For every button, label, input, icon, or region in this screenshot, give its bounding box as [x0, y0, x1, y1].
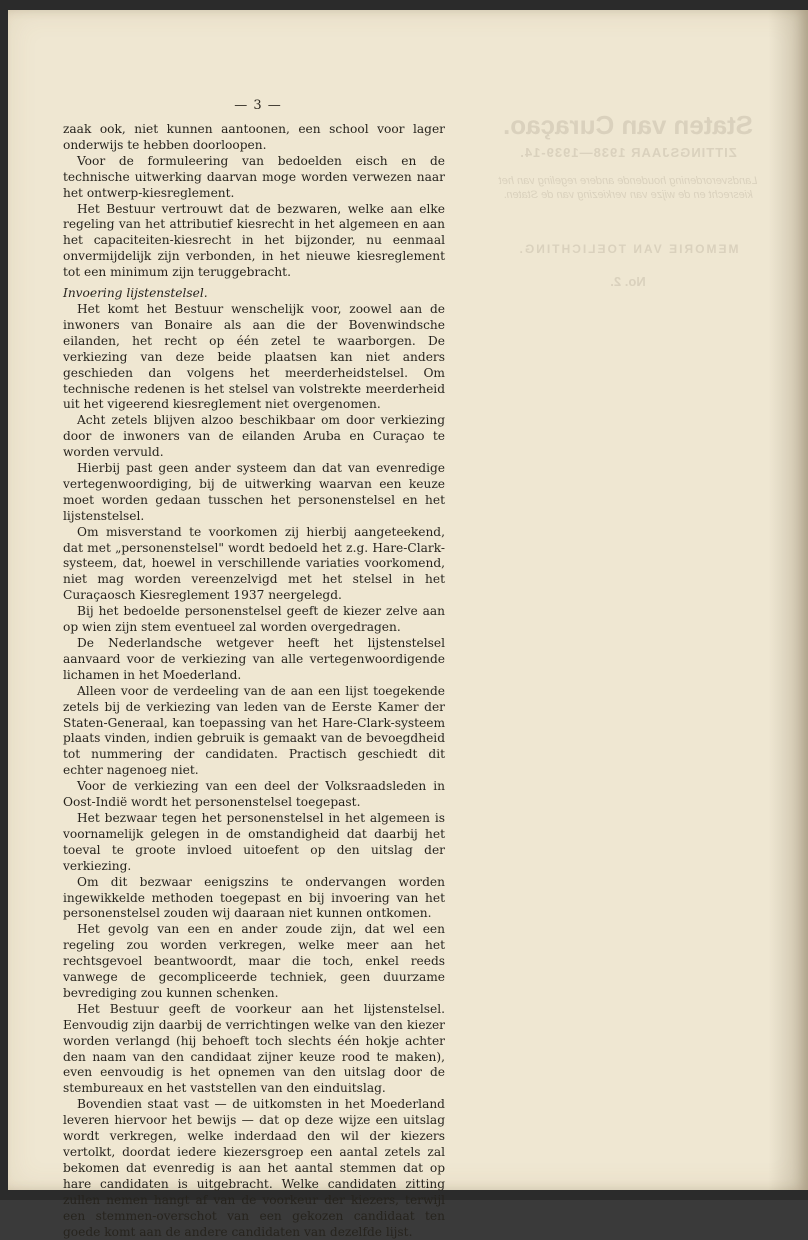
paragraph: Voor de formuleering van bedoelden eisch en de technische uitwerking daarvan moge worden verwezen naar het ontwerp-kiesreglement.: [63, 153, 445, 200]
paragraph: Bovendien staat vast — de uitkomsten in het Moederland leveren hiervoor het bewijs — dat op deze wijze een uitslag wordt verkregen, welke inderdaad den wil der kiezers vertolkt, doordat iedere kiezersgroep een aantal zetels zal bekomen dat evenredig is aan het aantal stemmen dat op hare candidaten is uitgebracht. Welke candidaten zitting zullen nemen hangt af van de voorkeur der kiezers, terwijl een stemmen-overschot van een gekozen candidaat ten goede komt aan de andere candidaten van dezelfde lijst.: [63, 1097, 445, 1239]
page-number: — 3 —: [234, 98, 282, 113]
paragraph: Om dit bezwaar eenigszins te ondervangen worden ingewikkelde methoden toegepast en bij invoering van het personenstelsel zouden wij daaraan niet kunnen ontkomen.: [63, 874, 445, 921]
paragraph: Acht zetels blijven alzoo beschikbaar om door verkiezing door de inwoners van de eilanden Aruba en Curaçao te worden vervuld.: [63, 413, 445, 460]
paragraph: Bij het bedoelde personenstelsel geeft de kiezer zelve aan op wien zijn stem eventueel zal worden overgedragen.: [63, 604, 445, 635]
bleed-through-text: [478, 100, 778, 360]
paragraph: Alleen voor de verdeeling van de aan een lijst toegekende zetels bij de verkiezing van leden van de Eerste Kamer der Staten-Generaal, kan toepassing van het Hare-Clark-systeem plaats vinden, indien gebruik is gemaakt van de bevoegdheid tot nummering der candidaten. Practisch geschiedt dit echter nagenoeg niet.: [63, 683, 445, 778]
paragraph: De Nederlandsche wetgever heeft het lijstenstelsel aanvaard voor de verkiezing van alle vertegenwoordigende lichamen in het Moederland.: [63, 636, 445, 682]
paragraph: Het bezwaar tegen het personenstelsel in het algemeen is voornamelijk gelegen in de omstandigheid dat daarbij het toeval te groote invloed uitoefent op den uitslag der verkiezing.: [63, 810, 445, 873]
bleed-subtitle: ZITTINGSJAAR 1938—1939-14.: [519, 145, 737, 160]
paragraph: Het komt het Bestuur wenschelijk voor, zoowel aan de inwoners van Bonaire als aan die der Bovenwindsche eilanden, het recht op één zetel te waarborgen. De verkiezing van deze beide plaatsen kan niet anders geschieden dan volgens het meerderheidstelsel. Om technische redenen is het stelsel van volstrekte meerderheid uit het vigeerend kiesreglement niet overgenomen.: [63, 301, 445, 412]
paragraph: Het gevolg van een en ander zoude zijn, dat wel een regeling zou worden verkregen, welke meer aan het rechtsgevoel beantwoordt, maar die toch, enkel reeds vanwege de gecompliceerde techniek, geen duurzame bevrediging zou kunnen schenken.: [63, 922, 445, 1000]
bleed-memo: MEMORIE VAN TOELICHTING.: [517, 242, 739, 256]
body-text: [63, 122, 445, 1240]
paragraph: Voor de verkiezing van een deel der Volksraadsleden in Oost-Indië wordt het personenstelsel toegepast.: [63, 779, 445, 810]
paragraph: Hierbij past geen ander systeem dan dat van evenredige vertegenwoordiging, bij de uitwerking waarvan een keuze moet worden gedaan tusschen het personenstelsel en het lijstenstelsel.: [63, 461, 445, 523]
bleed-title: Staten van Curaçao.: [503, 110, 753, 140]
bleed-number: No. 2.: [610, 274, 646, 289]
paragraph: Het Bestuur vertrouwt dat de bezwaren, welke aan elke regeling van het attributief kiesrecht in het algemeen en aan het capaciteiten-kiesrecht in het bijzonder, nu eenmaal onvermijdelijk zijn verbonden, in het nieuwe kiesreglement tot een minimum zijn teruggebracht.: [63, 201, 445, 280]
paragraph: Om misverstand te voorkomen zij hierbij aangeteekend, dat met „personenstelsel" wordt bedoeld het z.g. Hare-Clark-systeem, dat, hoewel in verschillende variaties voorkomend, niet mag worden vereenzelvigd met het stelsel in het Curaçaosch Kiesreglement 1937 neergelegd.: [63, 524, 445, 603]
paragraph: zaak ook, niet kunnen aantoonen, een school voor lager onderwijs te hebben doorloopen.: [63, 122, 445, 152]
paragraph: Het Bestuur geeft de voorkeur aan het lijstenstelsel. Eenvoudig zijn daarbij de verrichtingen welke van den kiezer worden verlangd (hij behoeft toch slechts één hokje achter den naam van den candidaat zijner keuze rood te maken), even eenvoudig is het opnemen van den uitslag door de stembureaux en het vaststellen van den einduitslag.: [63, 1001, 445, 1096]
section-heading: Invoering lijstenstelsel.: [63, 286, 208, 301]
bleed-line: Landsverordening houdende andere regeling van het kiesrecht en de wijze van verkiezing van de Staten.: [498, 175, 758, 201]
